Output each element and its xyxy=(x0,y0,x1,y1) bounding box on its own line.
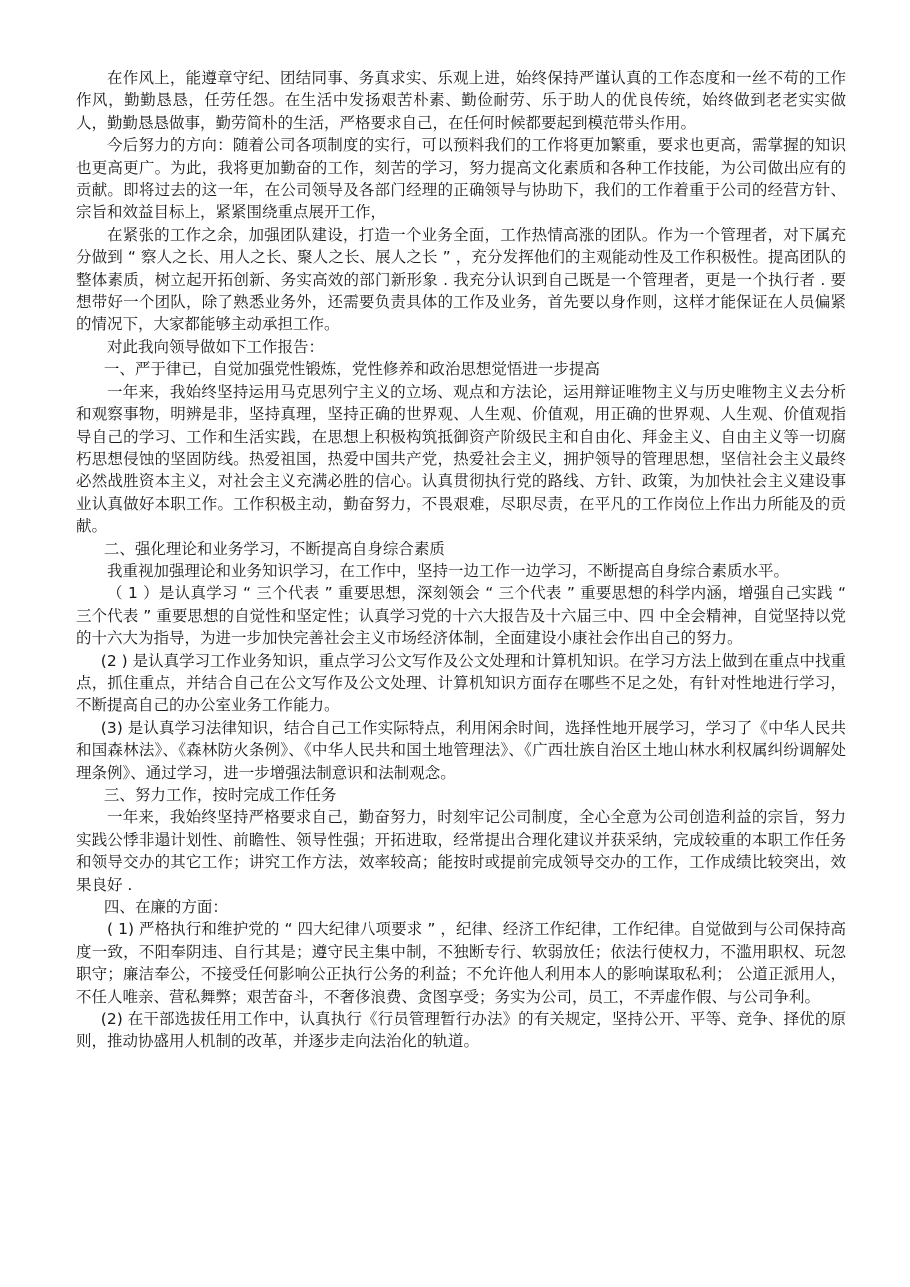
paragraph-section-4-item-1: ( 1) 严格执行和维护党的 “ 四大纪律八项要求 ” ，纪律、经济工作纪律，工作纪律。自觉做到与公司保持高度一致，不阳奉阴违、自行其是；遵守民主集中制，不独断专行、软弱放任；依法行使权力，不滥用职权、玩忽职守；廉洁奉公，不接受任何影响公正执行公务的利益；不允许他人利用本人的影响谋取私利； 公道正派用人，不任人唯亲、营私舞弊；艰苦奋斗，不奢侈浪费、贪图享受；务实为公司，员工，不弄虚作假、与公司争利。 xyxy=(76,920,846,1006)
section-heading-1: 一、严于律已，自觉加强党性锻炼，党性修养和政治思想觉悟进一步提高 xyxy=(103,360,600,379)
paragraph-section-2-item-2: (2 ) 是认真学习工作业务知识，重点学习公文写作及公文处理和计算机知识。在学习方法上做到在重点中找重点，抓住重点，并结合自己在公文写作及公文处理、计算机知识方面存在哪些不足之处，有针对性地进行学习，不断提高自己的办公室业务工作能力。 xyxy=(76,651,846,715)
paragraph-report-intro: 对此我向领导做如下工作报告： xyxy=(107,337,325,356)
paragraph-section-1: 一年来，我始终坚持运用马克思列宁主义的立场、观点和方法论，运用辩证唯物主义与历史唯物主义去分析和观察事物，明辨是非，坚持真理，坚持正确的世界观、人生观、价值观，用正确的世界观、人生观、价值观指导自己的学习、工作和生活实践，在思想上积极构筑抵御资产阶级民主和自由化、拜金主义、自由主义等一切腐朽思想侵蚀的坚固防线。热爱祖国，热爱中国共产党，热爱社会主义，拥护领导的管理思想，坚信社会主义最终必然战胜资本主义，对社会主义充满必胜的信心。认真贯彻执行党的路线、方针、政策，为加快社会主义建设事业认真做好本职工作。工作积极主动，勤奋努力，不畏艰难，尽职尽责，在平凡的工作岗位上作出力所能及的贡献。 xyxy=(76,382,846,536)
paragraph-future-direction: 今后努力的方向：随着公司各项制度的实行，可以预料我们的工作将更加繁重，要求也更高，需掌握的知识也更高更广。为此，我将更加勤奋的工作，刻苦的学习，努力提高文化素质和各种工作技能，为公司做出应有的贡献。即将过去的这一年，在公司领导及各部门经理的正确领导与协助下，我们的工作着重于公司的经营方针、宗旨和效益目标上，紧紧围绕重点展开工作， xyxy=(76,136,846,222)
paragraph-section-2-intro: 我重视加强理论和业务知识学习，在工作中，坚持一边工作一边学习，不断提高自身综合素质水平。 xyxy=(107,561,790,580)
section-heading-4: 四、在廉的方面： xyxy=(103,898,228,917)
paragraph-section-4-item-2: (2) 在干部选拔任用工作中，认真执行《行员管理暂行办法》的有关规定，坚持公开、平等、竞争、择优的原则，推动协盛用人机制的改革，并逐步走向法治化的轨道。 xyxy=(76,1010,846,1051)
paragraph-section-2-item-1: （ 1 ）是认真学习 “ 三个代表 ” 重要思想，深刻领会 “ 三个代表 ” 重要思想的科学内涵，增强自己实践 “ 三个代表 ” 重要思想的自觉性和坚定性；认真学习党的十六大报告及十六届三中、四 中全会精神，自觉坚持以党的十六大为指导，为进一步加快完善社会主义市场经济体制，全面建设小康社会作出自己的努力。 xyxy=(76,584,846,648)
document-body xyxy=(76,67,846,1053)
paragraph-section-3: 一年来，我始终坚持严格要求自己，勤奋努力，时刻牢记公司制度，全心全意为公司创造利益的宗旨，努力实践公悸非遢计划性、前瞻性、领导性强；开拓进取，经常提出合理化建议并获采纳，完成较重的本职工作任务和领导交办的其它工作；讲究工作方法，效率较高；能按时或提前完成领导交办的工作，工作成绩比较突出，效果良好 . xyxy=(76,808,846,894)
paragraph-team-building: 在紧张的工作之余，加强团队建设，打造一个业务全面，工作热情高涨的团队。作为一个管理者，对下属充分做到 “ 察人之长、用人之长、聚人之长、展人之长 ” ，充分发挥他们的主观能动性及工作积极性。提高团队的整体素质，树立起开拓创新、务实高效的部门新形象 . 我充分认识到自己既是一个管理者，更是一个执行者 . 要想带好一个团队，除了熟悉业务外，还需要负责具体的工作及业务，首先要以身作则，这样才能保证在人员偏紧的情况下，大家都能够主动承担工作。 xyxy=(76,225,846,334)
section-heading-2: 二、强化理论和业务学习，不断提高自身综合素质 xyxy=(103,539,445,558)
section-heading-3: 三、努力工作，按时完成工作任务 xyxy=(103,786,337,804)
paragraph-section-2-item-3: (3) 是认真学习法律知识，结合自己工作实际特点，利用闲余时间，选择性地开展学习，学习了《中华人民共和国森林法》、《森林防火条例》、《中华人民共和国土地管理法》、《广西壮族自治区土地山林水利权属纠纷调解处理条例》、通过学习，进一步增强法制意识和法制观念。 xyxy=(76,718,846,782)
paragraph-work-style: 在作风上，能遵章守纪、团结同事、务真求实、乐观上进，始终保持严谨认真的工作态度和一丝不苟的工作作风，勤勤恳恳，任劳任怨。在生活中发扬艰苦朴素、勤俭耐劳、乐于助人的优良传统，始终做到老老实实做人，勤勤恳恳做事，勤劳简朴的生活，严格要求自己，在任何时候都要起到模范带头作用。 xyxy=(76,69,846,132)
